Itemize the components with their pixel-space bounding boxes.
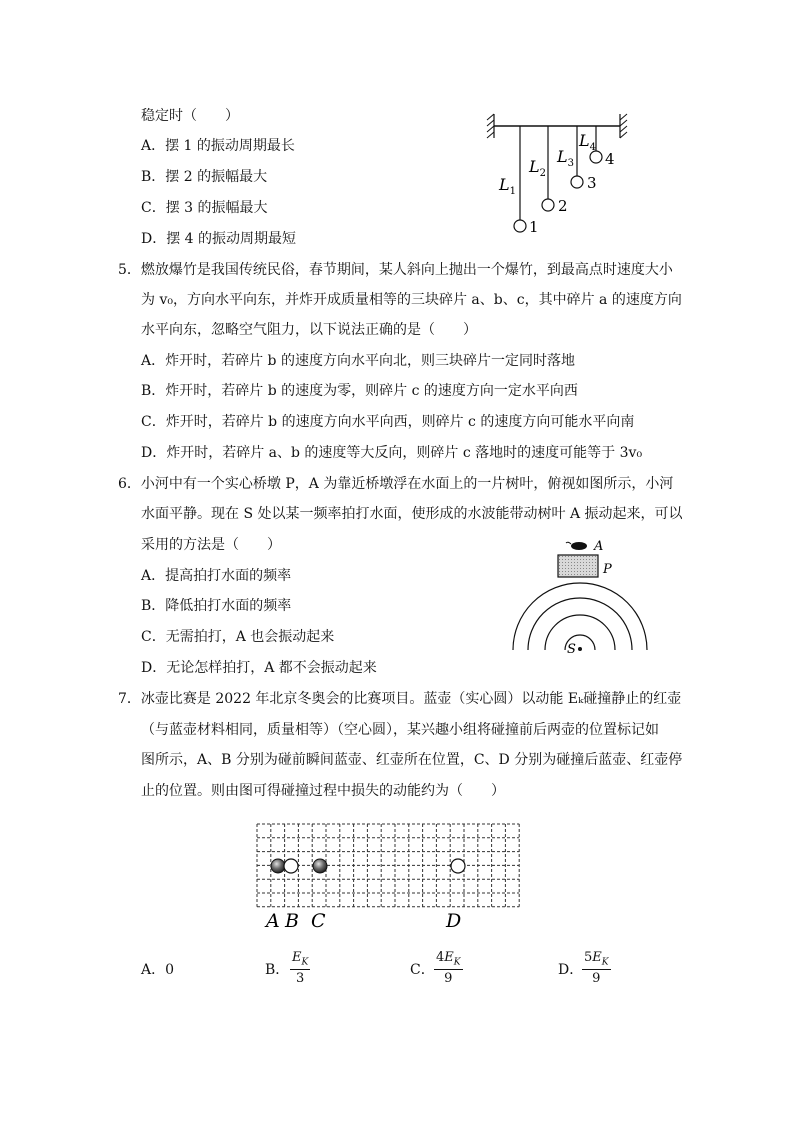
q7-option-d-letter: D． xyxy=(558,962,584,978)
q5-option-d: D．炸开时，若碎片 a、b 的速度等大反向，则碎片 c 落地时的速度可能等于 3v₀ xyxy=(141,445,643,461)
q6-option-d: D．无论怎样拍打，A 都不会振动起来 xyxy=(141,660,377,676)
q4-option-b: B．摆 2 的振幅最大 xyxy=(141,169,268,185)
bob-3 xyxy=(571,176,583,188)
q4-stem-end: 稳定时（ ） xyxy=(141,108,239,124)
q7-line-1: 7．冰壶比赛是 2022 年北京冬奥会的比赛项目。蓝壶（实心圆）以动能 Eₖ碰撞静止的红壶 xyxy=(118,691,682,707)
wave-arc-4 xyxy=(513,583,647,650)
length-label-1: $L_1$ xyxy=(499,175,516,197)
label-c: C xyxy=(311,910,326,932)
leaf-a xyxy=(571,542,587,550)
length-label-4: $L_4$ xyxy=(579,131,596,153)
q6-line-1: 6．小河中有一个实心桥墩 P，A 为靠近桥墩浮在水面上的一片树叶，俯视如图所示，小河 xyxy=(118,476,674,492)
q6-option-a: A．提高拍打水面的频率 xyxy=(141,568,292,584)
q7-option-a-letter: A． xyxy=(141,962,166,978)
q6-line-3: 采用的方法是（ ） xyxy=(141,537,281,553)
q7-option-b-fraction xyxy=(290,950,310,986)
length-label-2: $L_2$ xyxy=(529,157,546,179)
bob-1 xyxy=(514,220,526,232)
q5-option-a: A．炸开时，若碎片 b 的速度方向水平向北，则三块碎片一定同时落地 xyxy=(141,353,575,369)
q7-curling-grid-figure xyxy=(250,818,530,936)
q7-option-d-numerator: $5E_K$ xyxy=(584,950,609,968)
bob-number-4: 4 xyxy=(605,150,615,168)
label-a: A xyxy=(266,910,280,932)
length-label-3: $L_3$ xyxy=(557,147,574,169)
q6-option-c: C．无需拍打，A 也会振动起来 xyxy=(141,629,335,645)
label-p: P xyxy=(603,562,612,577)
blue-stone-at-a xyxy=(271,859,285,873)
wave-arc-2 xyxy=(545,615,615,650)
q7-option-a-value: 0 xyxy=(165,962,175,978)
bob-number-2: 2 xyxy=(558,197,568,215)
pier-p xyxy=(558,555,598,577)
q7-option-d-denominator: 9 xyxy=(592,970,601,986)
label-a: A xyxy=(594,539,604,554)
q4-option-d: D．摆 4 的振动周期最短 xyxy=(141,231,297,247)
q7-option-c-fraction xyxy=(434,950,463,986)
label-d: D xyxy=(446,910,462,932)
wave-arc-3 xyxy=(528,598,632,650)
red-stone-at-d xyxy=(451,859,465,873)
q7-line-3: 图所示，A、B 分别为碰前瞬间蓝壶、红壶所在位置，C、D 分别为碰撞后蓝壶、红壶停 xyxy=(141,752,683,768)
q5-line-3: 水平向东，忽略空气阻力，以下说法正确的是（ ） xyxy=(141,322,477,338)
q7-option-d-fraction xyxy=(582,950,611,986)
q4-pendulum-figure xyxy=(486,110,636,240)
bob-number-3: 3 xyxy=(587,174,597,192)
q5-option-b: B．炸开时，若碎片 b 的速度为零，则碎片 c 的速度方向一定水平向西 xyxy=(141,383,578,399)
q4-option-a: A．摆 1 的振动周期最长 xyxy=(141,138,295,154)
q5-line-1: 5．燃放爆竹是我国传统民俗，春节期间，某人斜向上抛出一个爆竹，到最高点时速度大小 xyxy=(118,262,673,278)
bob-number-1: 1 xyxy=(529,218,539,236)
q7-option-a xyxy=(141,960,174,980)
q7-option-b-letter: B． xyxy=(265,962,290,978)
source-s-dot xyxy=(578,647,582,651)
q7-option-b-denominator: 3 xyxy=(295,970,305,986)
blue-stone-at-c xyxy=(313,859,327,873)
q7-option-b-numerator: $E_K$ xyxy=(292,950,309,968)
q7-option-c-denominator: 9 xyxy=(444,970,453,986)
right-wall-hatch xyxy=(620,114,627,138)
q6-water-wave-figure xyxy=(508,535,676,660)
q6-line-2: 水面平静。现在 S 处以某一频率拍打水面，使形成的水波能带动树叶 A 振动起来，可以 xyxy=(141,506,683,522)
q5-line-2: 为 v₀，方向水平向东，并炸开成质量相等的三块碎片 a、b、c，其中碎片 a 的速度方向 xyxy=(141,292,682,308)
red-stone-at-b xyxy=(284,859,298,873)
label-b: B xyxy=(285,910,299,932)
q7-option-c-numerator: $4E_K$ xyxy=(436,950,461,968)
bob-2 xyxy=(542,199,554,211)
q7-option-c-letter: C． xyxy=(410,962,435,978)
q7-line-2: （与蓝壶材料相同，质量相等）（空心圆），某兴趣小组将碰撞前后两壶的位置标记如 xyxy=(141,722,659,738)
left-wall-hatch xyxy=(487,114,494,138)
leaf-stem xyxy=(566,542,571,544)
q4-option-c: C．摆 3 的振幅最大 xyxy=(141,200,268,216)
label-s: S xyxy=(567,642,576,657)
q5-option-c: C．炸开时，若碎片 b 的速度方向水平向西，则碎片 c 的速度方向可能水平向南 xyxy=(141,414,635,430)
q7-line-4: 止的位置。则由图可得碰撞过程中损失的动能约为（ ） xyxy=(141,783,505,799)
q6-option-b: B．降低拍打水面的频率 xyxy=(141,598,292,614)
